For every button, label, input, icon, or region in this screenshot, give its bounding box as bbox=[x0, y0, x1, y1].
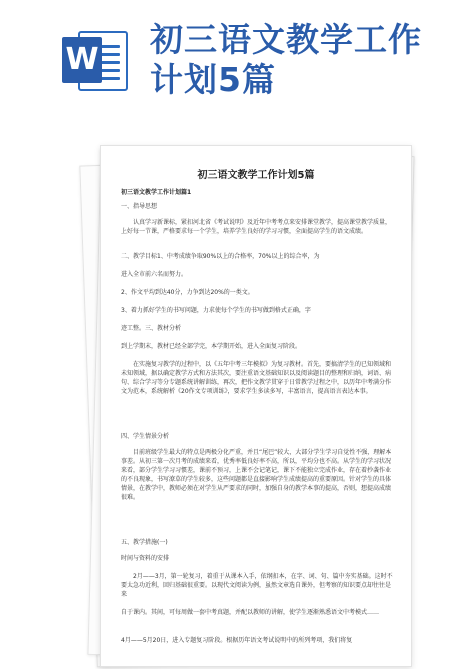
paragraph: 迹工整。三、教材分析 bbox=[121, 325, 182, 332]
banner-title bbox=[150, 20, 450, 100]
paragraph: 2月——3月，第一轮复习，着重于从课本入手，依纲扣本，在字、词、句、篇中夯实基础。这时不要太急功近利，回归基础很重要。以现代文阅读为例，虽然文章选自课外，但考察的知识要点却往往是来 bbox=[121, 573, 393, 598]
word-letter-badge: W bbox=[62, 37, 102, 83]
title-banner bbox=[0, 0, 474, 130]
banner-title-line1: 初三语文教学工作 bbox=[150, 20, 422, 59]
paragraph: 目前班级学生最大的特点是两极分化严重，并且“尾巴”较大，大部分学生学习自觉性不强，理解本事差。从初三第一次月考的成绩来看，优秀率低良好率不高，所以，平均分也不高。从学生的学习状况来看，部分学生学习习惯差，课前不预习，上课不会记笔记，课下不能独立完成作业，存在着抄袭作业的不良现象，书写潦草的学生较多，这些问题都是直接影响学生成绩提高的重要原因。针对学生的具体情景，在教学中，教师必须在对学生从严要求的同时，加强自身的教学本事的提高，否则，想提高成绩很难。 bbox=[121, 449, 392, 501]
paragraph: 时间与资料的安排 bbox=[121, 555, 170, 562]
document-page bbox=[100, 145, 412, 667]
paragraph: 五、教学措施(一) bbox=[121, 539, 168, 546]
word-icon bbox=[62, 28, 130, 94]
paragraph: 自于课内。其间，可每周做一套中考真题，并配以教师的讲解，使学生逐渐熟悉语文中考模式…… bbox=[121, 609, 380, 616]
paragraph: 3、着力抓好学生的书写问题，力求使每个学生的书写做到格式正确，字 bbox=[121, 307, 311, 314]
document-subtitle: 初三语文教学工作计划篇1 bbox=[121, 189, 192, 196]
paragraph: 四、学生情景分析 bbox=[121, 433, 170, 440]
paragraph: 在实施复习教学的过程中，以《五年中考三年模拟》为复习教材。首先，要搞清学生的已知领域和未知领域，据以确定教学方式和方法其次，要注重语文基础知识以及阅读题目的整理和归纳，词语、病句、综合学习等分专题系统讲解训练，再次，把作文教学贯穿于日常教学过程之中，以历年中考满分作文为范本，系统解析《20作文专项训练》，要求学生多读多写，丰富语言，提高语言表达本事。 bbox=[121, 361, 392, 395]
paragraph: 4月——5月20日，进入专题复习阶段。根据历年语文考试说明中的所列考项，我们将复 bbox=[121, 637, 353, 644]
document-title: 初三语文教学工作计划5篇 bbox=[197, 170, 315, 181]
paragraph: 进入全市前六名而努力。 bbox=[121, 271, 188, 278]
paragraph: 二、教学目标1、中考成绩争取90%以上的合格率，70%以上的综合率，为 bbox=[121, 253, 320, 260]
banner-title-line2: 计划5篇 bbox=[150, 60, 276, 99]
paragraph: 到上学期末，教材已经全部学完，本学期开始，进入全面复习阶段。 bbox=[121, 343, 302, 350]
paragraph: 2、作文平均到达40分，力争到达20%的一类文。 bbox=[121, 289, 254, 296]
paragraph: 一、指导思想 bbox=[121, 203, 158, 210]
paragraph: 认真学习新课标，紧扣河北省《考试说明》及近年中考考点来安排课堂教学，提高课堂教学质量，上好每一节课，严格要求每一个学生，培养学生良好的学习习惯，全面提高学生的语文成绩。 bbox=[121, 219, 392, 235]
